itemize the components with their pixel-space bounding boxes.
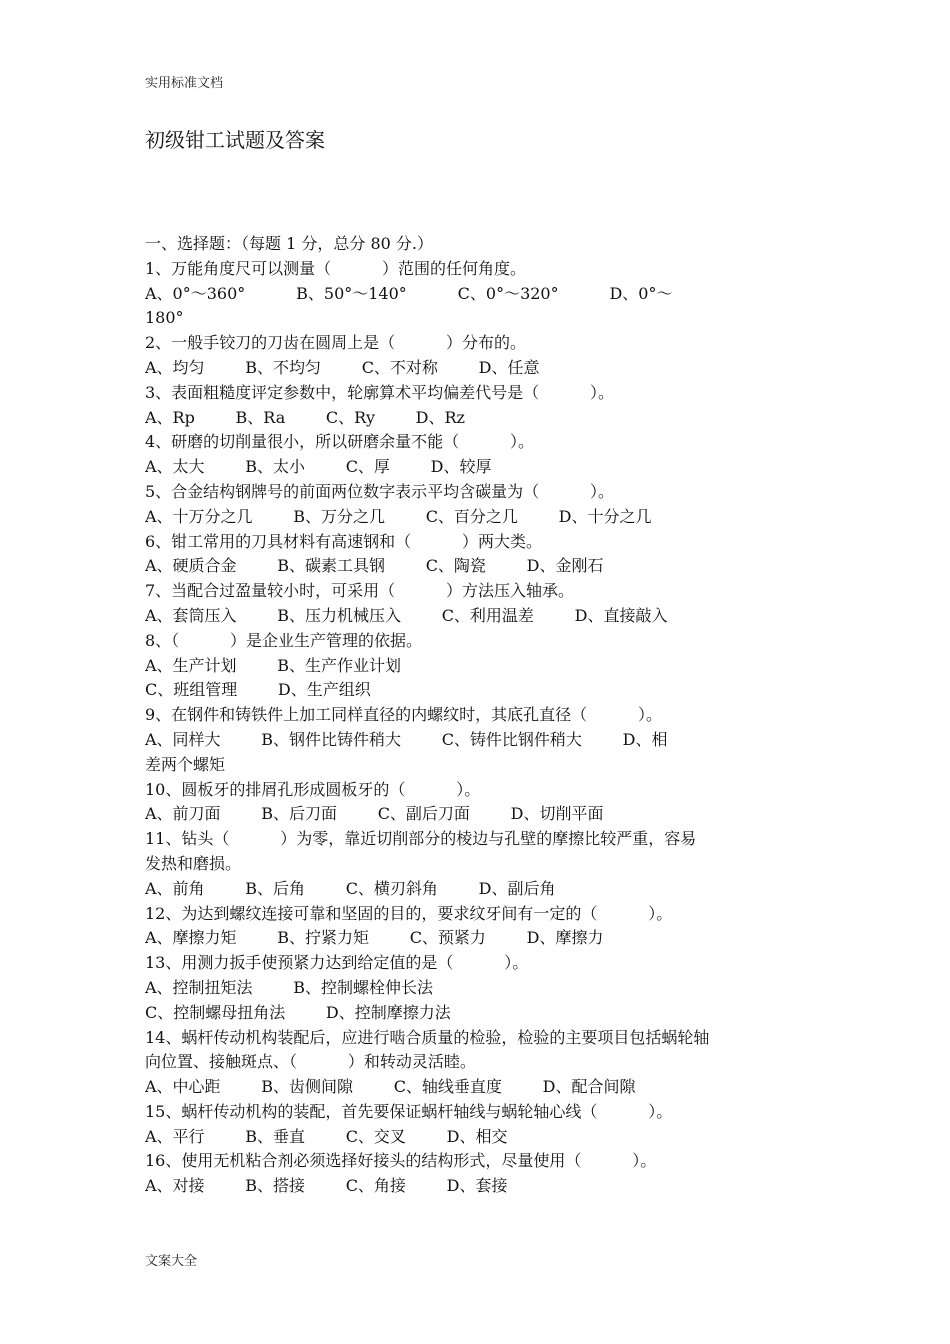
text-line: 7、当配合过盈量较小时，可采用（ ）方法压入轴承。 — [145, 581, 575, 601]
text-line: A、平行 B、垂直 C、交叉 D、相交 — [145, 1126, 508, 1146]
text-line: A、同样大 B、钢件比铸件稍大 C、铸件比钢件稍大 D、相 — [145, 729, 668, 749]
text-line: 9、在钢件和铸铁件上加工同样直径的内螺纹时，其底孔直径（ ）。 — [145, 705, 663, 725]
text-line: A、硬质合金 B、碳素工具钢 C、陶瓷 D、金刚石 — [145, 556, 604, 576]
text-line: A、中心距 B、齿侧间隙 C、轴线垂直度 D、配合间隙 — [145, 1077, 636, 1097]
text-line: 1、万能角度尺可以测量（ ）范围的任何角度。 — [145, 258, 527, 278]
page-header: 实用标准文档 — [145, 76, 224, 91]
text-line: 16、使用无机粘合剂必须选择好接头的结构形式，尽量使用（ ）。 — [145, 1151, 657, 1171]
text-line: 10、圆板牙的排屑孔形成圆板牙的（ ）。 — [145, 779, 481, 799]
text-line: 11、钻头（ ）为零，靠近切削部分的棱边与孔壁的摩擦比较严重，容易 — [145, 829, 697, 849]
page-footer: 文案大全 — [145, 1254, 198, 1269]
text-line: 向位置、接触斑点、（ ）和转动灵活睦。 — [145, 1052, 476, 1072]
text-line: A、前角 B、后角 C、横刃斜角 D、副后角 — [145, 878, 556, 898]
text-line: A、摩擦力矩 B、拧紧力矩 C、预紧力 D、摩擦力 — [145, 928, 604, 948]
text-line: 13、用测力扳手使预紧力达到给定值的是（ ）。 — [145, 953, 529, 973]
text-line: 2、一般手铰刀的刀齿在圆周上是（ ）分布的。 — [145, 333, 527, 353]
text-line: A、套筒压入 B、压力机械压入 C、利用温差 D、直接敲入 — [145, 605, 668, 625]
text-line: 14、蜗杆传动机构装配后，应进行啮合质量的检验，检验的主要项目包括蜗轮轴 — [145, 1027, 710, 1047]
text-line: 12、为达到螺纹连接可靠和坚固的目的，要求纹牙间有一定的（ ）。 — [145, 903, 673, 923]
text-line: 180° — [145, 308, 184, 328]
text-line: A、均匀 B、不均匀 C、不对称 D、任意 — [145, 357, 540, 377]
text-line: A、0°～360° B、50°～140° C、0°～320° D、0°～ — [145, 283, 673, 303]
text-line: A、十万分之几 B、万分之几 C、百分之几 D、十分之几 — [145, 506, 652, 526]
text-line: A、对接 B、搭接 C、角接 D、套接 — [145, 1176, 508, 1196]
text-line: 3、表面粗糙度评定参数中，轮廓算术平均偏差代号是（ ）。 — [145, 382, 615, 402]
text-line: C、控制螺母扭角法 D、控制摩擦力法 — [145, 1002, 451, 1022]
text-line: A、生产计划 B、生产作业计划 — [145, 655, 402, 675]
text-line: C、班组管理 D、生产组织 — [145, 680, 371, 700]
text-line: 8、（ ）是企业生产管理的依据。 — [145, 630, 423, 650]
text-line: 一、选择题：（每题 1 分，总分 80 分.） — [145, 234, 433, 253]
document-title: 初级钳工试题及答案 — [145, 128, 325, 152]
text-line: 6、钳工常用的刀具材料有高速钢和（ ）两大类。 — [145, 531, 543, 551]
question-list — [145, 232, 810, 1199]
text-line: 5、合金结构钢牌号的前面两位数字表示平均含碳量为（ ）。 — [145, 481, 615, 501]
text-line: A、前刀面 B、后刀面 C、副后刀面 D、切削平面 — [145, 804, 604, 824]
text-line: 发热和磨损。 — [145, 853, 242, 873]
text-line: 15、蜗杆传动机构的装配，首先要保证蜗杆轴线与蜗轮轴心线（ ）。 — [145, 1101, 673, 1121]
text-line: 差两个螺矩 — [145, 754, 226, 774]
text-line: A、太大 B、太小 C、厚 D、较厚 — [145, 457, 492, 477]
text-line: A、Rp B、Ra C、Ry D、Rz — [145, 407, 465, 427]
text-line: A、控制扭矩法 B、控制螺栓伸长法 — [145, 977, 434, 997]
text-line: 4、研磨的切削量很小，所以研磨余量不能（ ）。 — [145, 432, 535, 452]
